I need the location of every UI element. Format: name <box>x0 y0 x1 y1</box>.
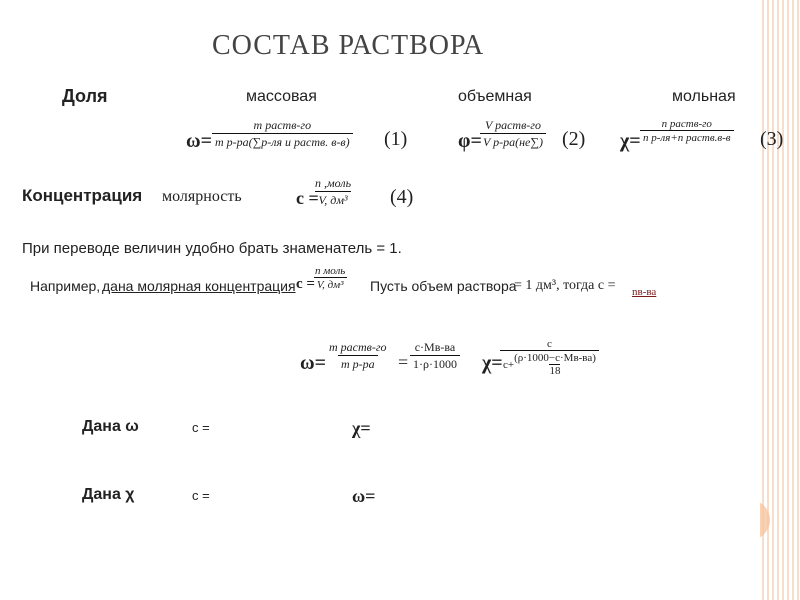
formula-ref-4: (4) <box>390 186 414 208</box>
phi-symbol: φ= <box>458 130 482 152</box>
volume-fraction-formula <box>480 118 546 150</box>
omega-symbol-2: ω= <box>300 352 327 374</box>
example-assume: Пусть объем раствора <box>370 278 517 294</box>
molarity-formula <box>312 176 354 208</box>
mass-fraction-formula <box>212 118 353 150</box>
formula-ref-3: (3) <box>760 128 784 150</box>
example-volume: = 1 дм³, тогда c = <box>514 278 616 293</box>
example-n-substance: nв-ва <box>632 286 657 298</box>
chi-den-prefix: c+ <box>503 358 515 371</box>
fractions-label: Доля <box>62 86 108 106</box>
molar-fraction-label: мольная <box>672 88 736 105</box>
equals-sign: = <box>398 352 409 372</box>
omega-numerator: m раств-го <box>329 340 387 354</box>
example-denominator: V, дм³ <box>314 277 347 291</box>
chi-symbol-2: χ= <box>482 352 503 374</box>
volume-numerator: V раств-го <box>484 118 541 132</box>
volume-fraction-label: объемная <box>458 88 532 105</box>
example-given: дана молярная концентрация <box>102 278 296 294</box>
omega-conversion-formula <box>410 340 460 372</box>
example-numerator: n моль <box>315 265 346 277</box>
row-omega-target: χ= <box>352 418 371 438</box>
example-formula <box>312 265 348 291</box>
chi-inner-fraction <box>514 352 596 377</box>
conversion-denominator: 1·ρ·1000 <box>410 355 460 372</box>
chi-inner-numerator: (ρ·1000−c·Mв-ва) <box>514 352 596 364</box>
molar-fraction-formula <box>640 118 734 144</box>
conversion-numerator: c·Mв-ва <box>414 340 456 354</box>
example-c-symbol: c = <box>296 276 315 292</box>
chi-denominator <box>500 350 599 377</box>
chi-symbol: χ= <box>620 130 641 152</box>
omega-denominator: m р-ра <box>338 355 378 372</box>
molar-denominator: n р-ля+n раств.в-в <box>640 130 734 144</box>
conversion-note: При переводе величин удобно брать знаменатель = 1. <box>22 240 402 257</box>
concentration-symbol: c = <box>296 188 319 208</box>
row-chi-c: c = <box>192 488 210 503</box>
molar-numerator: n раств-го <box>661 118 712 130</box>
slide-title: СОСТАВ РАСТВОРА <box>212 30 485 61</box>
mass-fraction-label: массовая <box>246 88 317 105</box>
mass-denominator: m р-ра(∑р-ля и раств. в-в) <box>212 133 353 150</box>
row-omega-label: Дана ω <box>82 418 139 435</box>
chi-inner-denominator: 18 <box>549 365 561 377</box>
row-chi-target: ω= <box>352 486 376 506</box>
omega-formula <box>326 340 390 372</box>
example-lead: Например, <box>30 278 101 294</box>
volume-denominator: V р-ра(не∑) <box>480 133 546 150</box>
formula-ref-1: (1) <box>384 128 408 150</box>
chi-formula <box>500 338 599 377</box>
molarity-numerator: n ,моль <box>315 176 352 190</box>
molarity-label: молярность <box>162 188 242 205</box>
chi-numerator: c <box>547 338 552 350</box>
formula-ref-2: (2) <box>562 128 586 150</box>
concentration-label: Концентрация <box>22 186 143 205</box>
row-omega-c: c = <box>192 420 210 435</box>
mass-numerator: m раств-го <box>253 118 312 132</box>
row-chi-label: Дана χ <box>82 486 135 503</box>
molarity-denominator: V, дм³ <box>315 191 350 208</box>
content-area <box>0 80 760 580</box>
omega-symbol: ω= <box>186 130 213 152</box>
